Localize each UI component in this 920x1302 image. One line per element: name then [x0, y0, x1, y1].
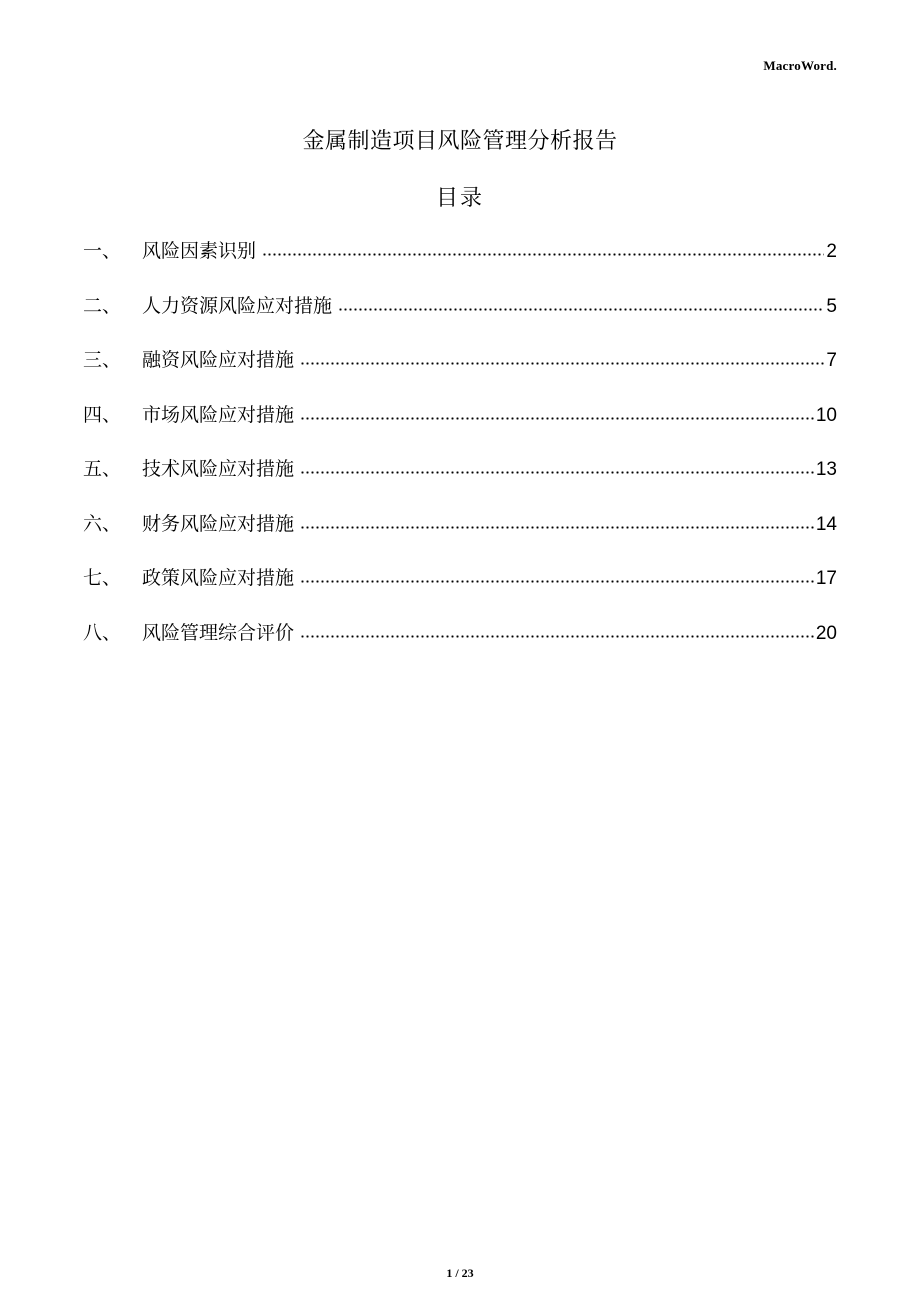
toc-entry-page: 10: [815, 404, 837, 426]
toc-entry-number: 五、: [83, 458, 122, 480]
toc-entry-number: 七、: [83, 567, 122, 589]
toc-entry[interactable]: [83, 454, 837, 509]
toc-heading: 目录: [435, 186, 484, 211]
toc-entry[interactable]: [83, 345, 837, 400]
toc-entry[interactable]: [83, 509, 837, 564]
toc-entry-label: 融资风险应对措施: [142, 349, 295, 371]
toc-entry-number: 一、: [83, 240, 122, 262]
header-brand: MacroWord.: [763, 58, 837, 73]
toc-entry-number: 四、: [83, 403, 122, 426]
toc-entry-page: 7: [826, 350, 837, 371]
toc-entry[interactable]: [83, 291, 837, 346]
toc-entry[interactable]: [83, 236, 837, 291]
toc-entry-label: 市场风险应对措施: [142, 403, 295, 426]
toc-entry-page: 14: [815, 513, 837, 535]
toc-entry-page: 13: [815, 459, 837, 480]
toc-entry-label: 技术风险应对措施: [142, 458, 295, 480]
toc-entry[interactable]: [83, 563, 837, 618]
toc-dot-leader: [300, 346, 824, 366]
toc-dot-leader: [300, 510, 814, 530]
toc-entry-page: 17: [815, 568, 837, 589]
toc-dot-leader: [300, 401, 814, 421]
toc-entry-label: 财务风险应对措施: [142, 512, 295, 535]
document-title: 金属制造项目风险管理分析报告: [302, 129, 618, 154]
toc-entry[interactable]: [83, 400, 837, 455]
toc-dot-leader: [300, 455, 814, 475]
toc-entry-page: 2: [826, 241, 837, 262]
toc-entry-number: 二、: [83, 294, 122, 317]
page-indicator: 1 / 23: [446, 1266, 474, 1280]
toc-entry-label: 人力资源风险应对措施: [142, 294, 333, 317]
toc-dot-leader: [300, 619, 814, 639]
table-of-contents: [83, 236, 837, 672]
toc-entry-number: 八、: [83, 621, 122, 644]
toc-entry-label: 政策风险应对措施: [142, 567, 295, 589]
toc-entry[interactable]: [83, 618, 837, 673]
toc-entry-label: 风险管理综合评价: [142, 621, 295, 644]
toc-entry-page: 20: [815, 622, 837, 644]
toc-dot-leader: [300, 564, 814, 584]
toc-entry-number: 六、: [83, 512, 122, 535]
toc-entry-page: 5: [826, 295, 837, 317]
toc-entry-number: 三、: [83, 349, 122, 371]
toc-dot-leader: [262, 237, 824, 257]
toc-dot-leader: [338, 292, 824, 312]
toc-entry-label: 风险因素识别: [142, 240, 257, 262]
